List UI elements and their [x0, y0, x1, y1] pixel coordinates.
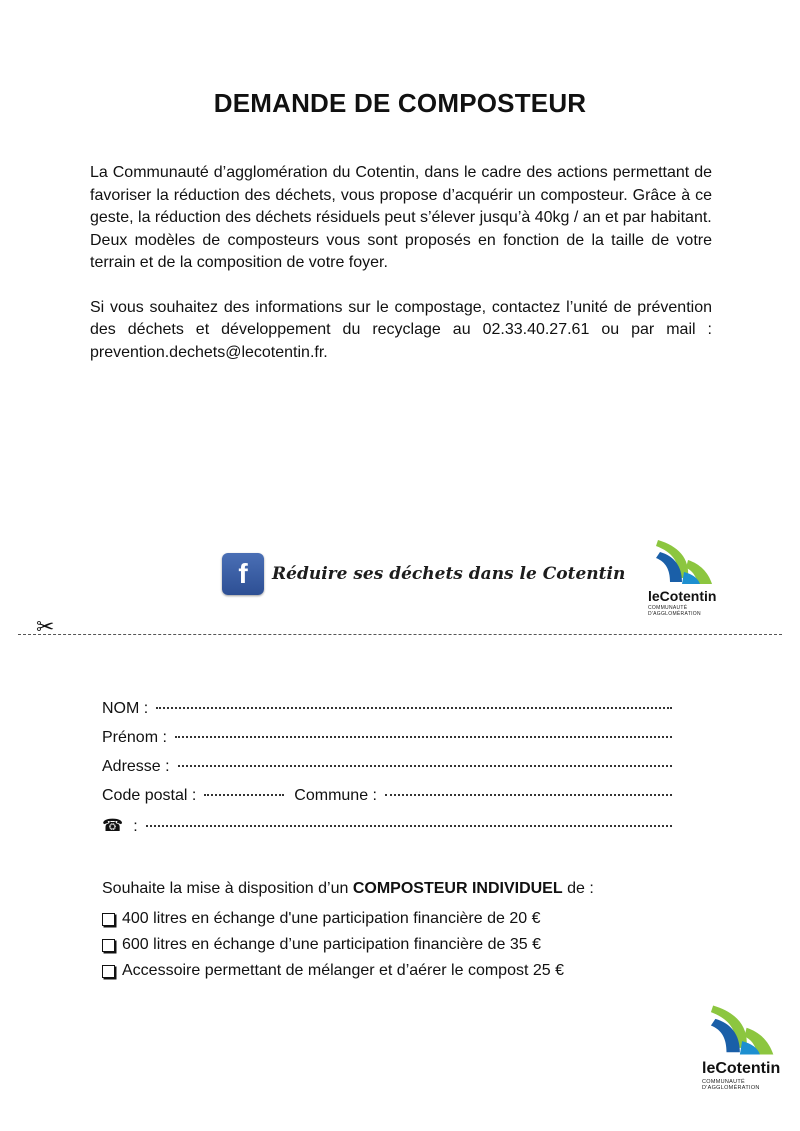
option-400-litres[interactable] [102, 906, 702, 932]
intro-text [90, 162, 712, 364]
commune-label: Commune : [294, 787, 377, 804]
logo-wordmark: leCotentin [702, 1060, 781, 1077]
scissors-icon: ✂ [36, 614, 55, 639]
adresse-label: Adresse : [102, 758, 170, 775]
form-row-adresse [102, 758, 672, 787]
phone-field[interactable] [146, 825, 672, 827]
checkbox-400-litres[interactable] [102, 913, 115, 926]
option-400-label: 400 litres en échange d'une participation financière de 20 € [122, 910, 541, 927]
intro-paragraph-3: Si vous souhaitez des informations sur le compostage, contactez l’unité de prévention des déchets et développement du recyclage au 02.33.40.27.61 ou par mail : prevention.dechets@lecotentin.fr. [90, 298, 712, 361]
request-form [102, 700, 672, 845]
logo-mark-icon [702, 1002, 780, 1058]
facebook-link[interactable] [222, 552, 625, 596]
nom-field[interactable] [156, 707, 672, 709]
lecotentin-logo-bottom [702, 1002, 780, 1094]
code-postal-field[interactable] [204, 794, 284, 796]
prenom-field[interactable] [175, 736, 672, 738]
form-row-prenom [102, 729, 672, 758]
form-row-code-commune [102, 787, 672, 816]
phone-separator: : [133, 818, 138, 835]
phone-icon: ☎ [102, 816, 124, 835]
prenom-label: Prénom : [102, 729, 167, 746]
logo-subtitle: COMMUNAUTÉ D'AGGLOMÉRATION [648, 605, 701, 617]
option-600-label: 600 litres en échange d’une participation financière de 35 € [122, 936, 541, 953]
logo-mark-icon [648, 538, 718, 586]
commune-field[interactable] [385, 794, 672, 796]
composteur-options [102, 880, 702, 984]
logo-subtitle: COMMUNAUTÉ D'AGGLOMÉRATION [702, 1079, 760, 1091]
lecotentin-logo-top [648, 538, 718, 618]
code-postal-label: Code postal : [102, 787, 197, 804]
options-heading: Souhaite la mise à disposition d’un COMPOSTEUR INDIVIDUEL de : [102, 880, 594, 897]
intro-paragraph-1: La Communauté d’agglomération du Cotentin, dans le cadre des actions permettant de favoriser la réduction des déchets, vous propose d’acquérir un composteur. Grâce à ce geste, la réduction des déchets résiduels peut s’élever jusqu’à 40kg / an et par habitant. [90, 164, 712, 226]
adresse-field[interactable] [178, 765, 672, 767]
option-accessoire-label: Accessoire permettant de mélanger et d’aérer le compost 25 € [122, 962, 565, 979]
option-accessoire[interactable] [102, 958, 702, 984]
nom-label: NOM : [102, 700, 149, 717]
option-600-litres[interactable] [102, 932, 702, 958]
page-title: DEMANDE DE COMPOSTEUR [213, 88, 587, 118]
checkbox-accessoire[interactable] [102, 965, 115, 978]
facebook-text: Réduire ses déchets dans le Cotentin [272, 564, 626, 584]
checkbox-600-litres[interactable] [102, 939, 115, 952]
form-row-phone [102, 816, 672, 845]
intro-paragraph-2: Deux modèles de composteurs vous sont proposés en fonction de la taille de votre terrain et de la composition de votre foyer. [90, 231, 712, 271]
cut-line [18, 634, 782, 635]
logo-wordmark: leCotentin [648, 588, 717, 604]
facebook-icon: f [222, 553, 264, 595]
form-row-nom [102, 700, 672, 729]
